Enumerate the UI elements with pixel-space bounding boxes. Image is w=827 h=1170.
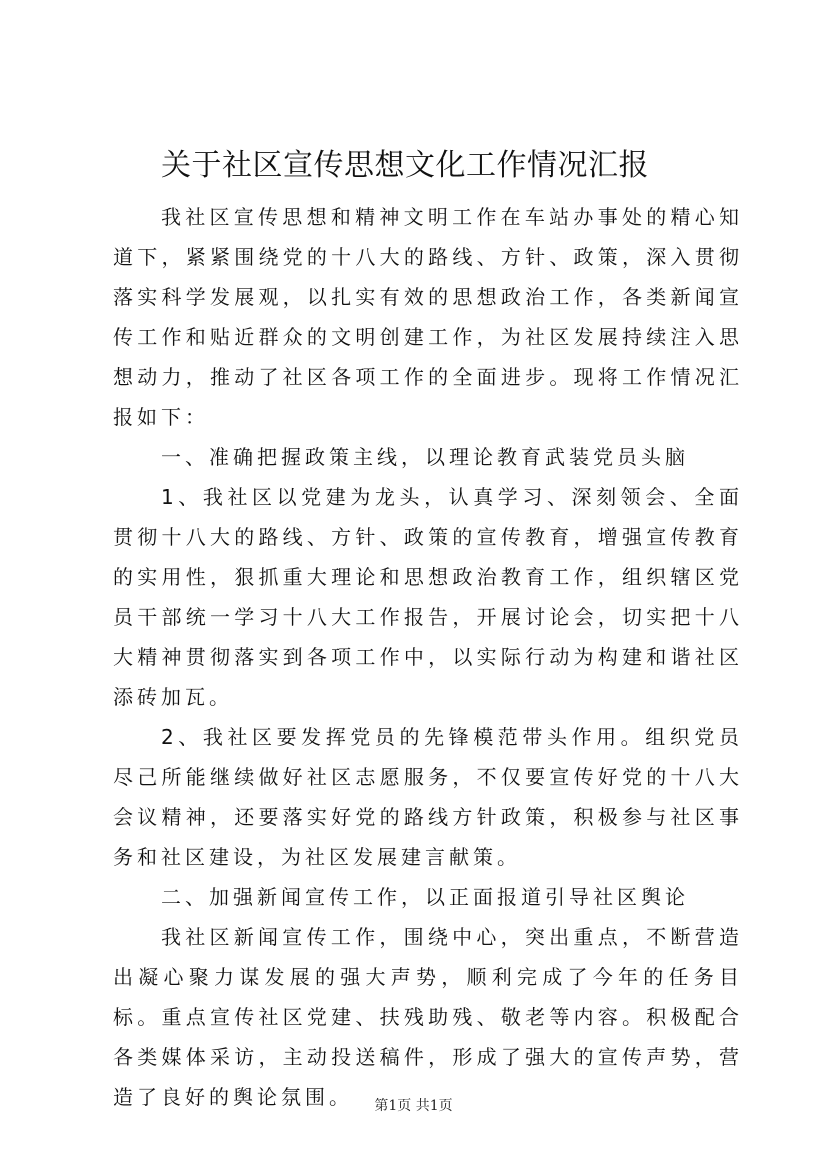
document-body: [113, 197, 743, 1117]
section-heading-2: 二、加强新闻宣传工作，以正面报道引导社区舆论: [161, 885, 689, 909]
document-title: 关于社区宣传思想文化工作情况汇报: [161, 148, 649, 183]
section-heading-1: 一、准确把握政策主线，以理论教育武装党员头脑: [161, 445, 689, 469]
body-paragraph: 1、我社区以党建为龙头，认真学习、深刻领会、全面贯彻十八大的路线、方针、政策的宣传教育，增强宣传教育的实用性，狠抓重大理论和思想政治教育工作，组织辖区党员干部统一学习十八大工作报告，开展讨论会，切实把十八大精神贯彻落实到各项工作中，以实际行动为构建和谐社区添砖加瓦。: [113, 485, 743, 709]
body-paragraph: 我社区新闻宣传工作，围绕中心，突出重点，不断营造出凝心聚力谋发展的强大声势，顺利完成了今年的任务目标。重点宣传社区党建、扶残助残、敬老等内容。积极配合各类媒体采访，主动投送稿件，形成了强大的宣传声势，营造了良好的舆论氛围。: [113, 925, 743, 1109]
intro-paragraph: 我社区宣传思想和精神文明工作在车站办事处的精心知道下，紧紧围绕党的十八大的路线、方针、政策，深入贯彻落实科学发展观，以扎实有效的思想政治工作，各类新闻宣传工作和贴近群众的文明创建工作，为社区发展持续注入思想动力，推动了社区各项工作的全面进步。现将工作情况汇报如下：: [113, 205, 743, 429]
body-paragraph: 2、我社区要发挥党员的先锋模范带头作用。组织党员尽己所能继续做好社区志愿服务，不仅要宣传好党的十八大会议精神，还要落实好党的路线方针政策，积极参与社区事务和社区建设，为社区发展建言献策。: [113, 725, 743, 869]
page-number-footer: 第1页 共1页: [374, 1098, 453, 1114]
